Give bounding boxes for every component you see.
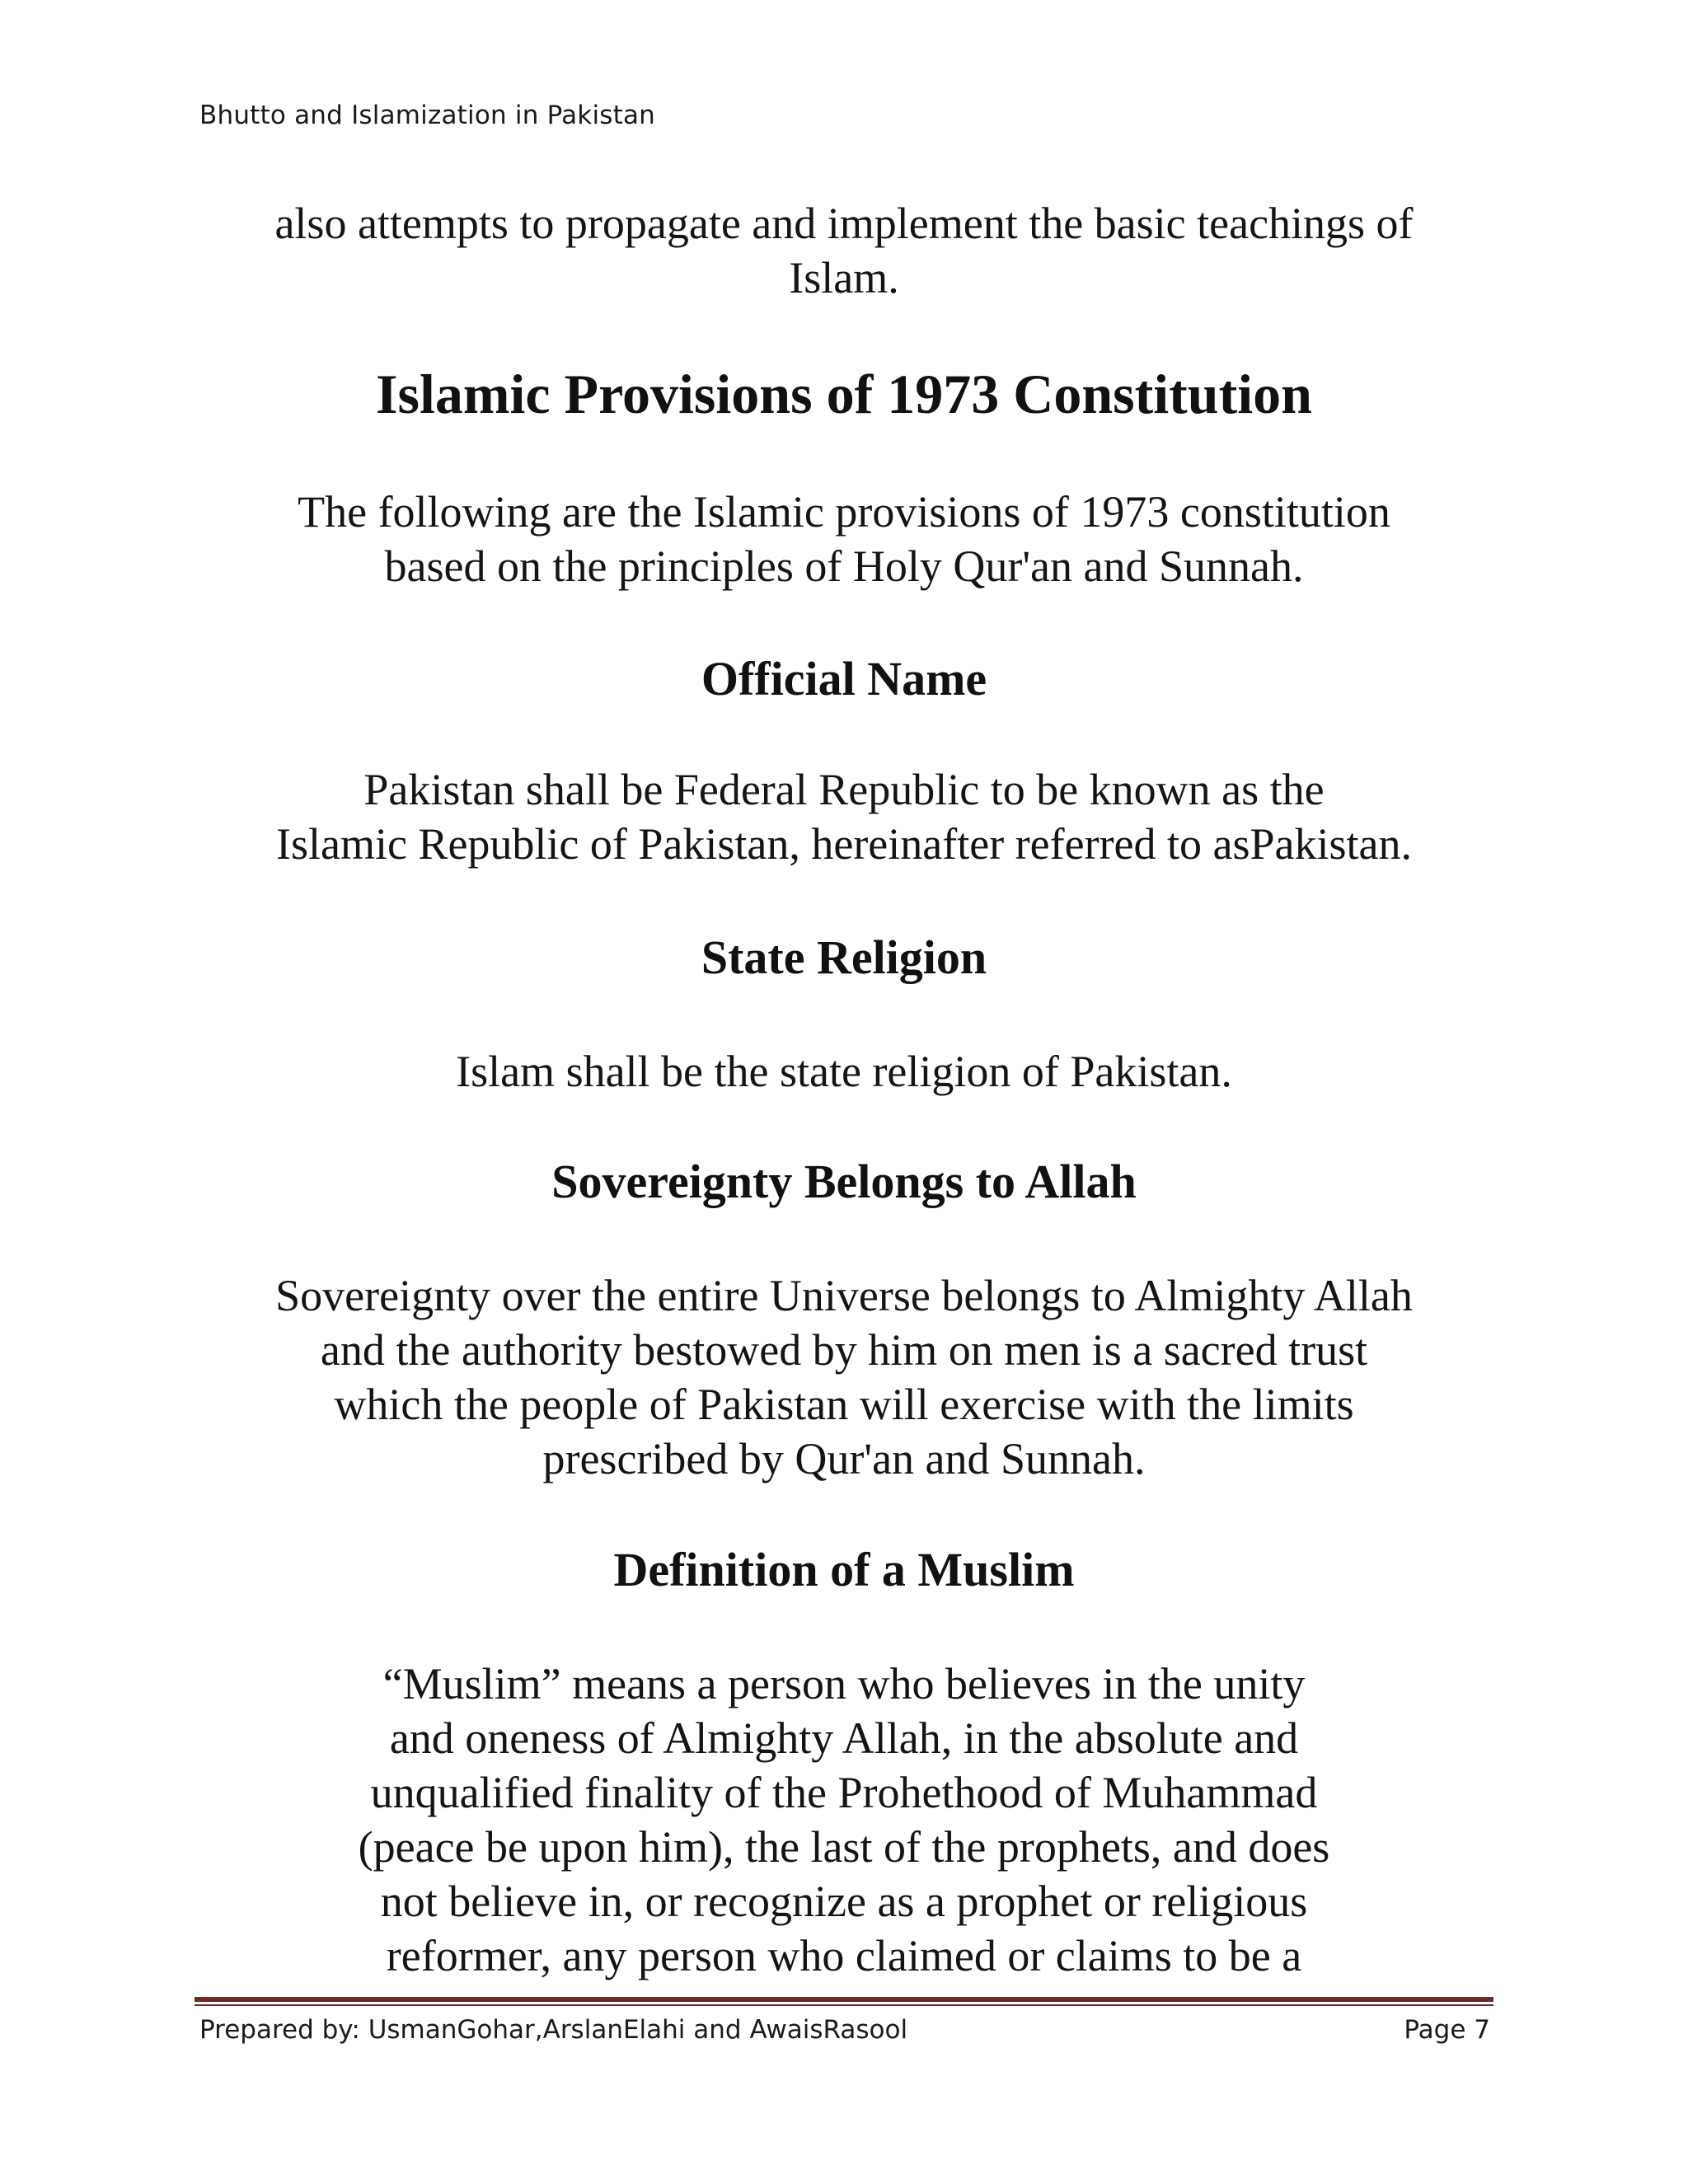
footer-prepared-by: Prepared by: UsmanGohar,ArslanElahi and AwaisRasool [199,2015,908,2045]
page-number: Page 7 [1404,2015,1490,2045]
body-line: Sovereignty over the entire Universe belongs to Almighty Allah [275,1271,1413,1320]
body-line: (peace be upon him), the last of the prophets, and does [358,1822,1330,1872]
body-line: and oneness of Almighty Allah, in the absolute and [389,1713,1299,1763]
body-line: not believe in, or recognize as a prophet or religious [380,1877,1308,1926]
body-line: prescribed by Qur'an and Sunnah. [542,1434,1146,1483]
body-line: The following are the Islamic provisions of 1973 constitution [298,487,1390,537]
section-heading-definition-muslim: Definition of a Muslim [613,1543,1075,1596]
body-line: Islam shall be the state religion of Pakistan. [456,1047,1232,1096]
body-line: Islamic Republic of Pakistan, hereinafter referred to asPakistan. [275,819,1412,869]
body-line: which the people of Pakistan will exercise with the limits [334,1380,1354,1429]
body-line: Pakistan shall be Federal Republic to be known as the [363,765,1325,814]
main-heading: Islamic Provisions of 1973 Constitution [376,363,1312,425]
body-line: also attempts to propagate and implement the basic teachings of [274,199,1414,248]
body-line: based on the principles of Holy Qur'an and Sunnah. [384,541,1304,591]
body-line: reformer, any person who claimed or claims to be a [386,1931,1302,1980]
section-heading-official-name: Official Name [701,652,987,705]
footer-rule [195,1997,1493,2002]
body-line: and the authority bestowed by him on men is a sacred trust [320,1325,1368,1375]
body-line: Islam. [789,253,899,302]
section-heading-sovereignty: Sovereignty Belongs to Allah [551,1155,1137,1208]
footer-rule-thin [195,2004,1493,2006]
body-line: unqualified finality of the Prohethood of Muhammad [370,1768,1318,1817]
running-header: Bhutto and Islamization in Pakistan [199,101,656,130]
body-line: “Muslim” means a person who believes in the unity [382,1659,1306,1708]
section-heading-state-religion: State Religion [701,930,987,984]
